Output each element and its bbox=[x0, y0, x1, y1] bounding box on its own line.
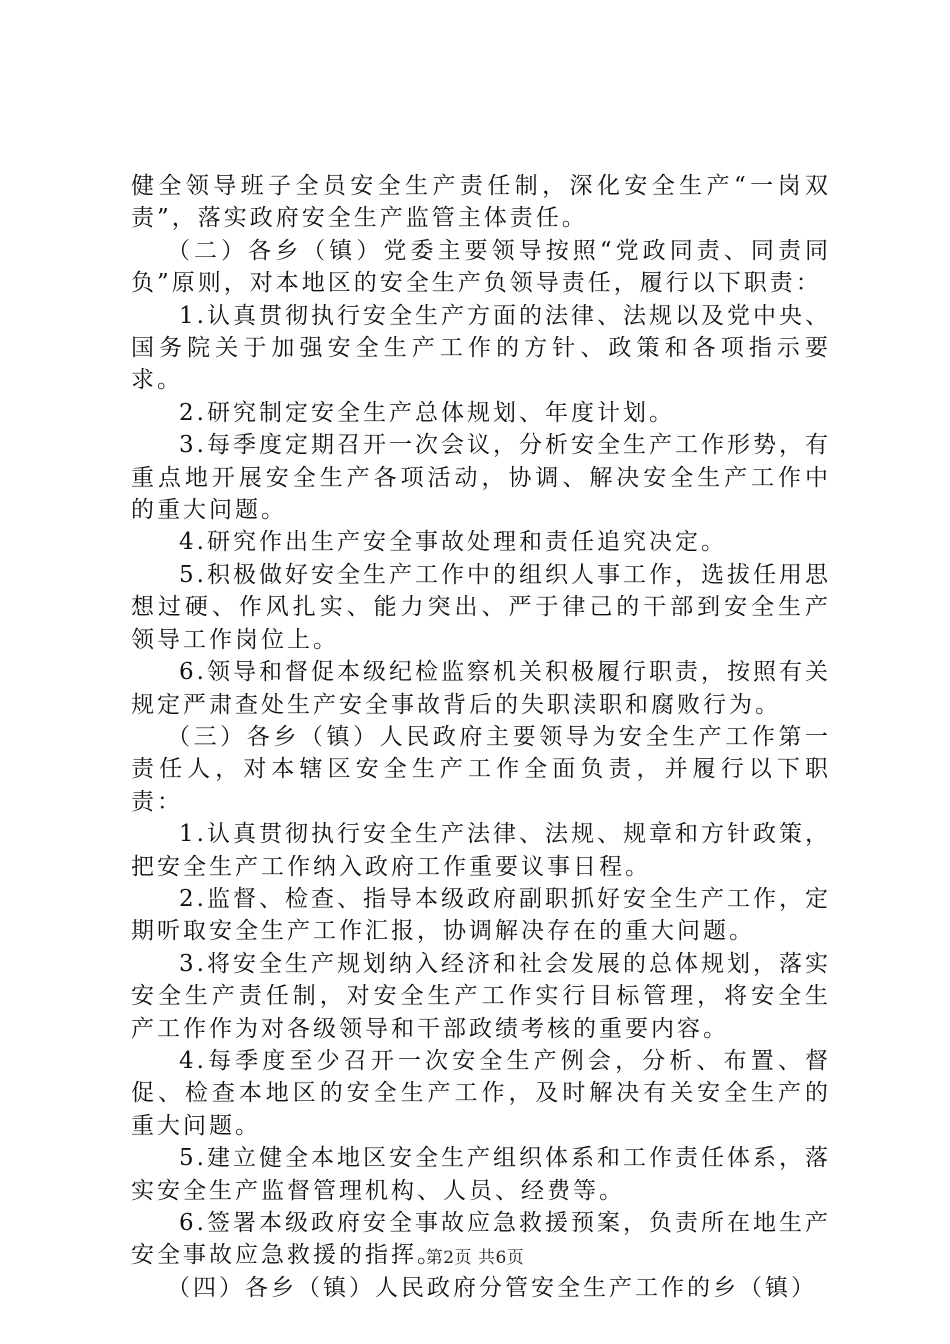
list-item: 6.签署本级政府安全事故应急救援预案，负责所在地生产安全事故应急救援的指挥。 bbox=[131, 1210, 831, 1269]
list-item: 4.研究作出生产安全事故处理和责任追究决定。 bbox=[179, 529, 727, 556]
list-item: 1.认真贯彻执行安全生产法律、法规、规章和方针政策，把安全生产工作纳入政府工作重要议事日程。 bbox=[131, 821, 831, 880]
section-heading-three: （三）各乡（镇）人民政府主要领导为安全生产工作第一责任人，对本辖区安全生产工作全面负责，并履行以下职责： bbox=[131, 723, 831, 815]
list-item: 6.领导和督促本级纪检监察机关积极履行职责，按照有关规定严肃查处生产安全事故背后的失职渎职和腐败行为。 bbox=[131, 659, 831, 718]
section-heading-four: （四）各乡（镇）人民政府分管安全生产工作的乡（镇） bbox=[167, 1274, 817, 1301]
list-item: 1.认真贯彻执行安全生产方面的法律、法规以及党中央、国务院关于加强安全生产工作的方针、政策和各项指示要求。 bbox=[131, 302, 831, 394]
list-item: 2.监督、检查、指导本级政府副职抓好安全生产工作，定期听取安全生产工作汇报，协调解决存在的重大问题。 bbox=[131, 885, 831, 945]
paragraph-continuation: 健全领导班子全员安全生产责任制，深化安全生产“一岗双责”，落实政府安全生产监管主体责任。 bbox=[131, 173, 831, 232]
page-number-footer: 第2页 共6页 bbox=[425, 1248, 525, 1268]
list-item: 2.研究制定安全生产总体规划、年度计划。 bbox=[179, 399, 675, 426]
list-item: 4.每季度至少召开一次安全生产例会，分析、布置、督促、检查本地区的安全生产工作，及时解决有关安全生产的重大问题。 bbox=[131, 1047, 831, 1139]
section-heading-two: （二）各乡（镇）党委主要领导按照“党政同责、同责同负”原则，对本地区的安全生产负领导责任，履行以下职责： bbox=[131, 237, 831, 297]
list-item: 5.建立健全本地区安全生产组织体系和工作责任体系，落实安全生产监督管理机构、人员、经费等。 bbox=[131, 1145, 831, 1204]
document-body bbox=[131, 170, 831, 1304]
list-item: 5.积极做好安全生产工作中的组织人事工作，选拔任用思想过硬、作风扎实、能力突出、严于律己的干部到安全生产领导工作岗位上。 bbox=[131, 561, 831, 653]
list-item: 3.每季度定期召开一次会议，分析安全生产工作形势，有重点地开展安全生产各项活动，协调、解决安全生产工作中的重大问题。 bbox=[131, 432, 831, 524]
list-item: 3.将安全生产规划纳入经济和社会发展的总体规划，落实安全生产责任制，对安全生产工作实行目标管理，将安全生产工作作为对各级领导和干部政绩考核的重要内容。 bbox=[131, 950, 831, 1042]
